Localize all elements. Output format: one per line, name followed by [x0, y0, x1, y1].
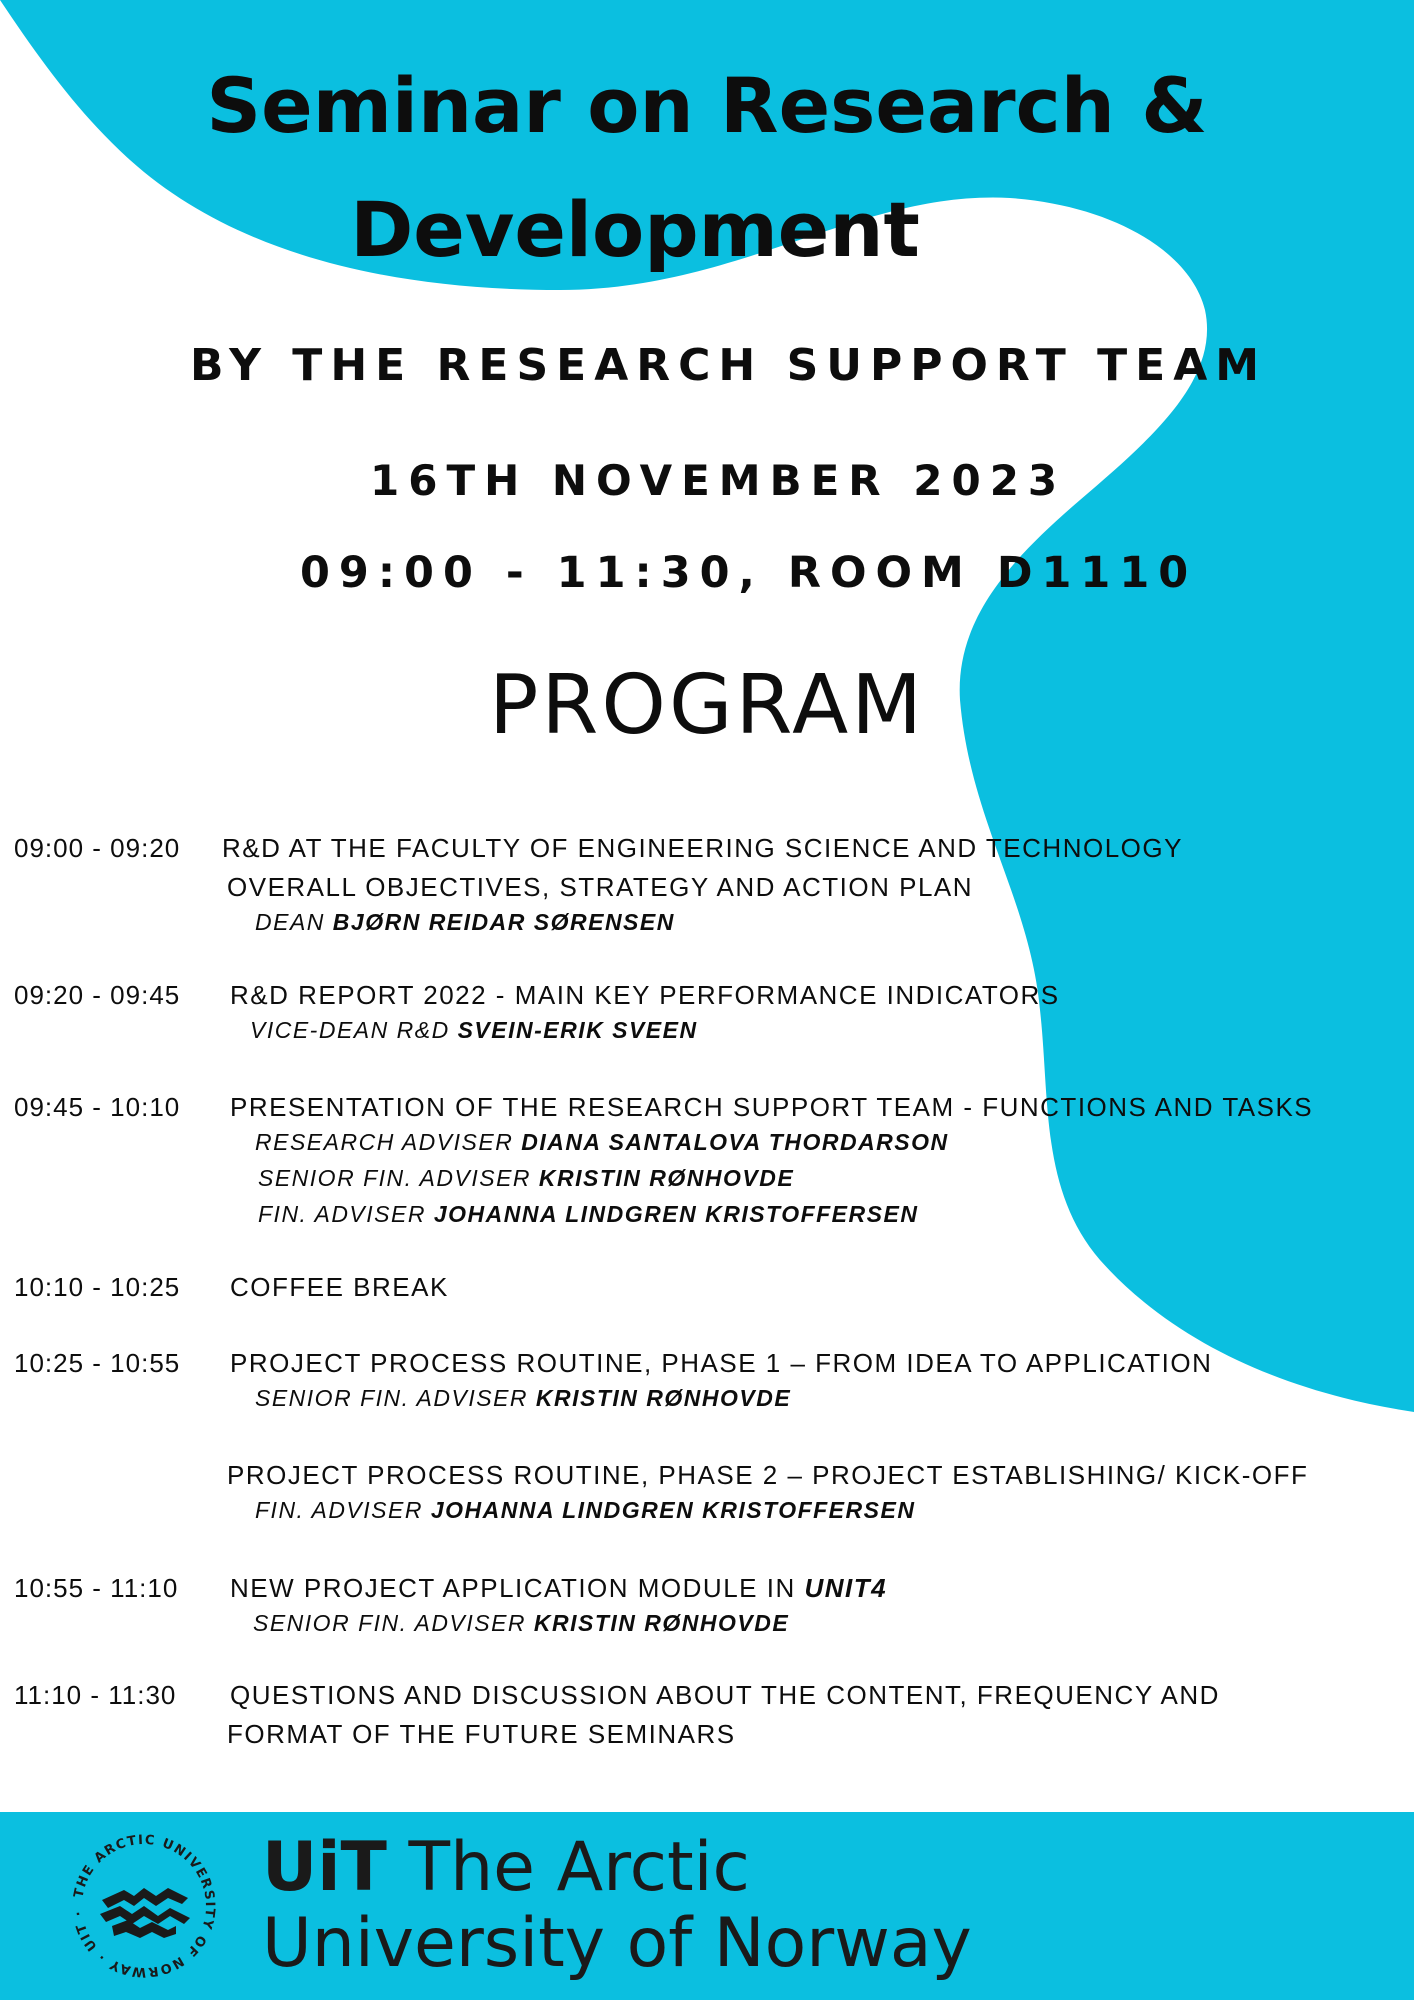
seminar-title-line1: Seminar on Research & — [206, 61, 1208, 150]
agenda-title: PRESENTATION OF THE RESEARCH SUPPORT TEAM - FUNCTIONS AND TASKS — [230, 1092, 1314, 1122]
program-heading: PROGRAM — [488, 658, 925, 753]
agenda-speaker — [258, 1201, 918, 1228]
agenda-title: FORMAT OF THE FUTURE SEMINARS — [227, 1719, 736, 1749]
event-date: 16TH NOVEMBER 2023 — [370, 456, 1067, 505]
agenda-speaker — [253, 1610, 789, 1637]
speaker-name: JOHANNA LINDGREN KRISTOFFERSEN — [430, 1497, 916, 1523]
speaker-role: FIN. ADVISER — [258, 1201, 434, 1227]
agenda-title — [230, 1573, 887, 1604]
agenda-speaker — [258, 1165, 794, 1192]
seminar-title-line2: Development — [350, 185, 920, 274]
university-name-line2: University of Norway — [262, 1904, 972, 1983]
agenda-time: 09:45 - 10:10 — [14, 1092, 181, 1122]
agenda-speaker — [255, 1497, 915, 1524]
agenda-time: 11:10 - 11:30 — [14, 1680, 177, 1710]
brand-uit: UiT — [262, 1828, 387, 1907]
speaker-role: FIN. ADVISER — [255, 1497, 431, 1523]
speaker-name: BJØRN REIDAR SØRENSEN — [332, 909, 675, 935]
agenda-title-emphasis: UNIT4 — [804, 1573, 888, 1603]
agenda-title: PROJECT PROCESS ROUTINE, PHASE 1 – FROM IDEA TO APPLICATION — [230, 1348, 1213, 1378]
agenda-time: 09:00 - 09:20 — [14, 833, 181, 863]
speaker-role: SENIOR FIN. ADVISER — [253, 1610, 534, 1636]
agenda-speaker — [255, 909, 675, 936]
speaker-name: JOHANNA LINDGREN KRISTOFFERSEN — [433, 1201, 919, 1227]
university-seal-logo — [64, 1826, 224, 1986]
university-name-line1 — [262, 1828, 750, 1908]
agenda-title: COFFEE BREAK — [230, 1272, 449, 1302]
agenda-time: 09:20 - 09:45 — [14, 980, 181, 1010]
speaker-role: DEAN — [255, 909, 333, 935]
speaker-name: DIANA SANTALOVA THORDARSON — [521, 1129, 949, 1155]
speaker-role: SENIOR FIN. ADVISER — [255, 1385, 536, 1411]
agenda-title: PROJECT PROCESS ROUTINE, PHASE 2 – PROJECT ESTABLISHING/ KICK-OFF — [227, 1460, 1309, 1490]
agenda-title-text: NEW PROJECT APPLICATION MODULE IN — [230, 1573, 805, 1603]
agenda-title: R&D AT THE FACULTY OF ENGINEERING SCIENCE AND TECHNOLOGY — [222, 833, 1183, 863]
speaker-name: KRISTIN RØNHOVDE — [538, 1165, 795, 1191]
speaker-name: SVEIN-ERIK SVEEN — [457, 1017, 698, 1043]
agenda-title: QUESTIONS AND DISCUSSION ABOUT THE CONTENT, FREQUENCY AND — [230, 1680, 1220, 1710]
speaker-role: VICE-DEAN R&D — [250, 1017, 458, 1043]
agenda-time: 10:25 - 10:55 — [14, 1348, 181, 1378]
byline: BY THE RESEARCH SUPPORT TEAM — [190, 340, 1268, 391]
speaker-role: SENIOR FIN. ADVISER — [258, 1165, 539, 1191]
speaker-role: RESEARCH ADVISER — [255, 1129, 522, 1155]
brand-line1: The Arctic — [386, 1828, 750, 1907]
speaker-name: KRISTIN RØNHOVDE — [535, 1385, 792, 1411]
agenda-title: OVERALL OBJECTIVES, STRATEGY AND ACTION PLAN — [227, 872, 974, 902]
agenda-speaker — [255, 1129, 949, 1156]
agenda-speaker — [255, 1385, 791, 1412]
svg-text:THE ARCTIC UNIVERSITY OF NORWA: THE ARCTIC UNIVERSITY OF NORWAY · UIT · — [71, 1832, 218, 1980]
agenda-time: 10:55 - 11:10 — [14, 1573, 179, 1603]
speaker-name: KRISTIN RØNHOVDE — [533, 1610, 790, 1636]
event-time-room: 09:00 - 11:30, ROOM D1110 — [300, 548, 1198, 598]
agenda-speaker — [250, 1017, 698, 1044]
agenda-time: 10:10 - 10:25 — [14, 1272, 181, 1302]
agenda-title: R&D REPORT 2022 - MAIN KEY PERFORMANCE INDICATORS — [230, 980, 1060, 1010]
